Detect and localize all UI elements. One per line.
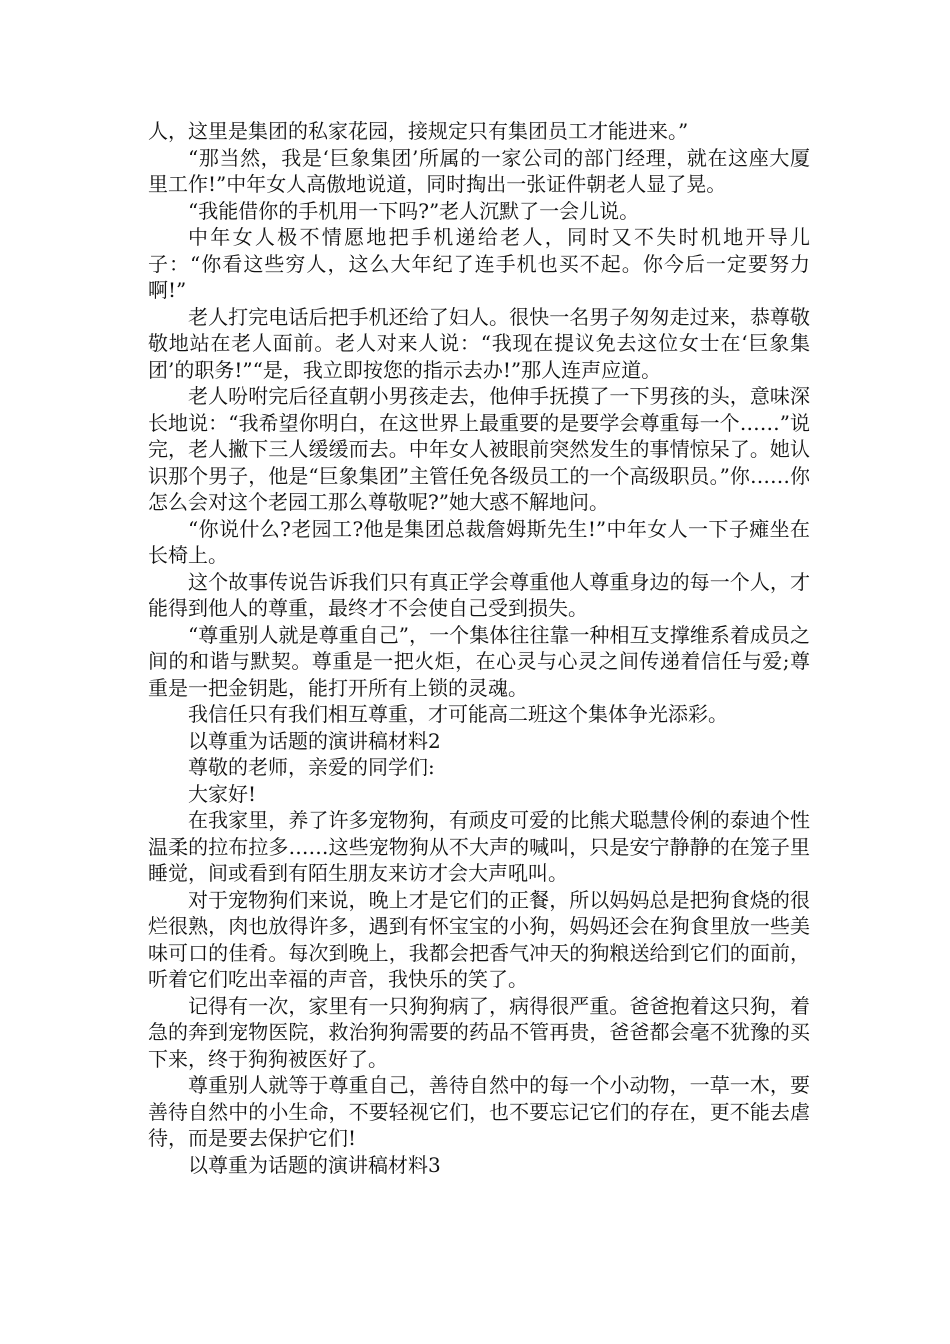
paragraph: 记得有一次，家里有一只狗狗病了，病得很严重。爸爸抱着这只狗，着急的奔到宠物医院，救治狗狗需要的药品不管再贵，爸爸都会毫不犹豫的买下来，终于狗狗被医好了。 (148, 993, 810, 1071)
paragraph: 人，这里是集团的私家花园，接规定只有集团员工才能进来。” (148, 119, 689, 143)
greeting: 大家好! (188, 781, 257, 806)
paragraph: 对于宠物狗们来说，晚上才是它们的正餐，所以妈妈总是把狗食烧的很烂很熟，肉也放得许多，遇到有怀宝宝的小狗，妈妈还会在狗食里放一些美味可口的佳肴。每次到晚上，我都会把香气冲天的狗粮送给到它们的面前，听着它们吃出幸福的声音，我快乐的笑了。 (148, 887, 810, 991)
paragraph: “我能借你的手机用一下吗?”老人沉默了一会儿说。 (188, 198, 640, 223)
section-heading: 以尊重为话题的演讲稿材料2 (188, 728, 441, 753)
paragraph: 在我家里，养了许多宠物狗，有顽皮可爱的比熊犬聪慧伶俐的泰迪个性温柔的拉布拉多……这些宠物狗从不大声的喊叫，只是安宁静静的在笼子里睡觉，间或看到有陌生朋友来访才会大声吼叫。 (148, 808, 810, 885)
paragraph: 我信任只有我们相互尊重，才可能高二班这个集体争光添彩。 (188, 702, 728, 726)
paragraph: 中年女人极不情愿地把手机递给老人，同时又不失时机地开导儿子：“你看这些穷人，这么大年纪了连手机也买不起。你今后一定要努力啊!” (148, 225, 810, 302)
salutation: 尊敬的老师，亲爱的同学们: (188, 755, 435, 779)
document-body (148, 118, 810, 1178)
paragraph: “尊重别人就是尊重自己”，一个集体往往靠一种相互支撑维系着成员之间的和谐与默契。尊重是一把火炬，在心灵与心灵之间传递着信任与爱;尊重是一把金钥匙，能打开所有上锁的灵魂。 (148, 622, 810, 700)
paragraph: 尊重别人就等于尊重自己，善待自然中的每一个小动物，一草一木，要善待自然中的小生命，不要轻视它们，也不要忘记它们的存在，更不能去虐待，而是要去保护它们! (148, 1073, 810, 1150)
paragraph: “那当然，我是‘巨象集团’所属的一家公司的部门经理，就在这座大厦里工作!”中年女人高傲地说道，同时掏出一张证件朝老人显了晃。 (148, 145, 810, 196)
paragraph: “你说什么?老园工?他是集团总裁詹姆斯先生!”中年女人一下子瘫坐在长椅上。 (148, 516, 810, 567)
paragraph: 老人吩咐完后径直朝小男孩走去，他伸手抚摸了一下男孩的头，意味深长地说：“我希望你明白，在这世界上最重要的是要学会尊重每一个……”说完，老人撇下三人缓缓而去。中年女人被眼前突然发生的事情惊呆了。她认识那个男子，他是“巨象集团”主管任免各级员工的一个高级职员。”你……你怎么会对这个老园工那么尊敬呢?”她大惑不解地问。 (148, 384, 810, 514)
paragraph: 老人打完电话后把手机还给了妇人。很快一名男子匆匆走过来，恭尊敬敬地站在老人面前。老人对来人说：“我现在提议免去这位女士在‘巨象集团’的职务!”“是，我立即按您的指示去办!”那人连声应道。 (148, 304, 810, 382)
paragraph: 这个故事传说告诉我们只有真正学会尊重他人尊重身边的每一个人，才能得到他人的尊重，最终才不会使自己受到损失。 (148, 569, 810, 620)
section-heading: 以尊重为话题的演讲稿材料3 (188, 1152, 441, 1177)
